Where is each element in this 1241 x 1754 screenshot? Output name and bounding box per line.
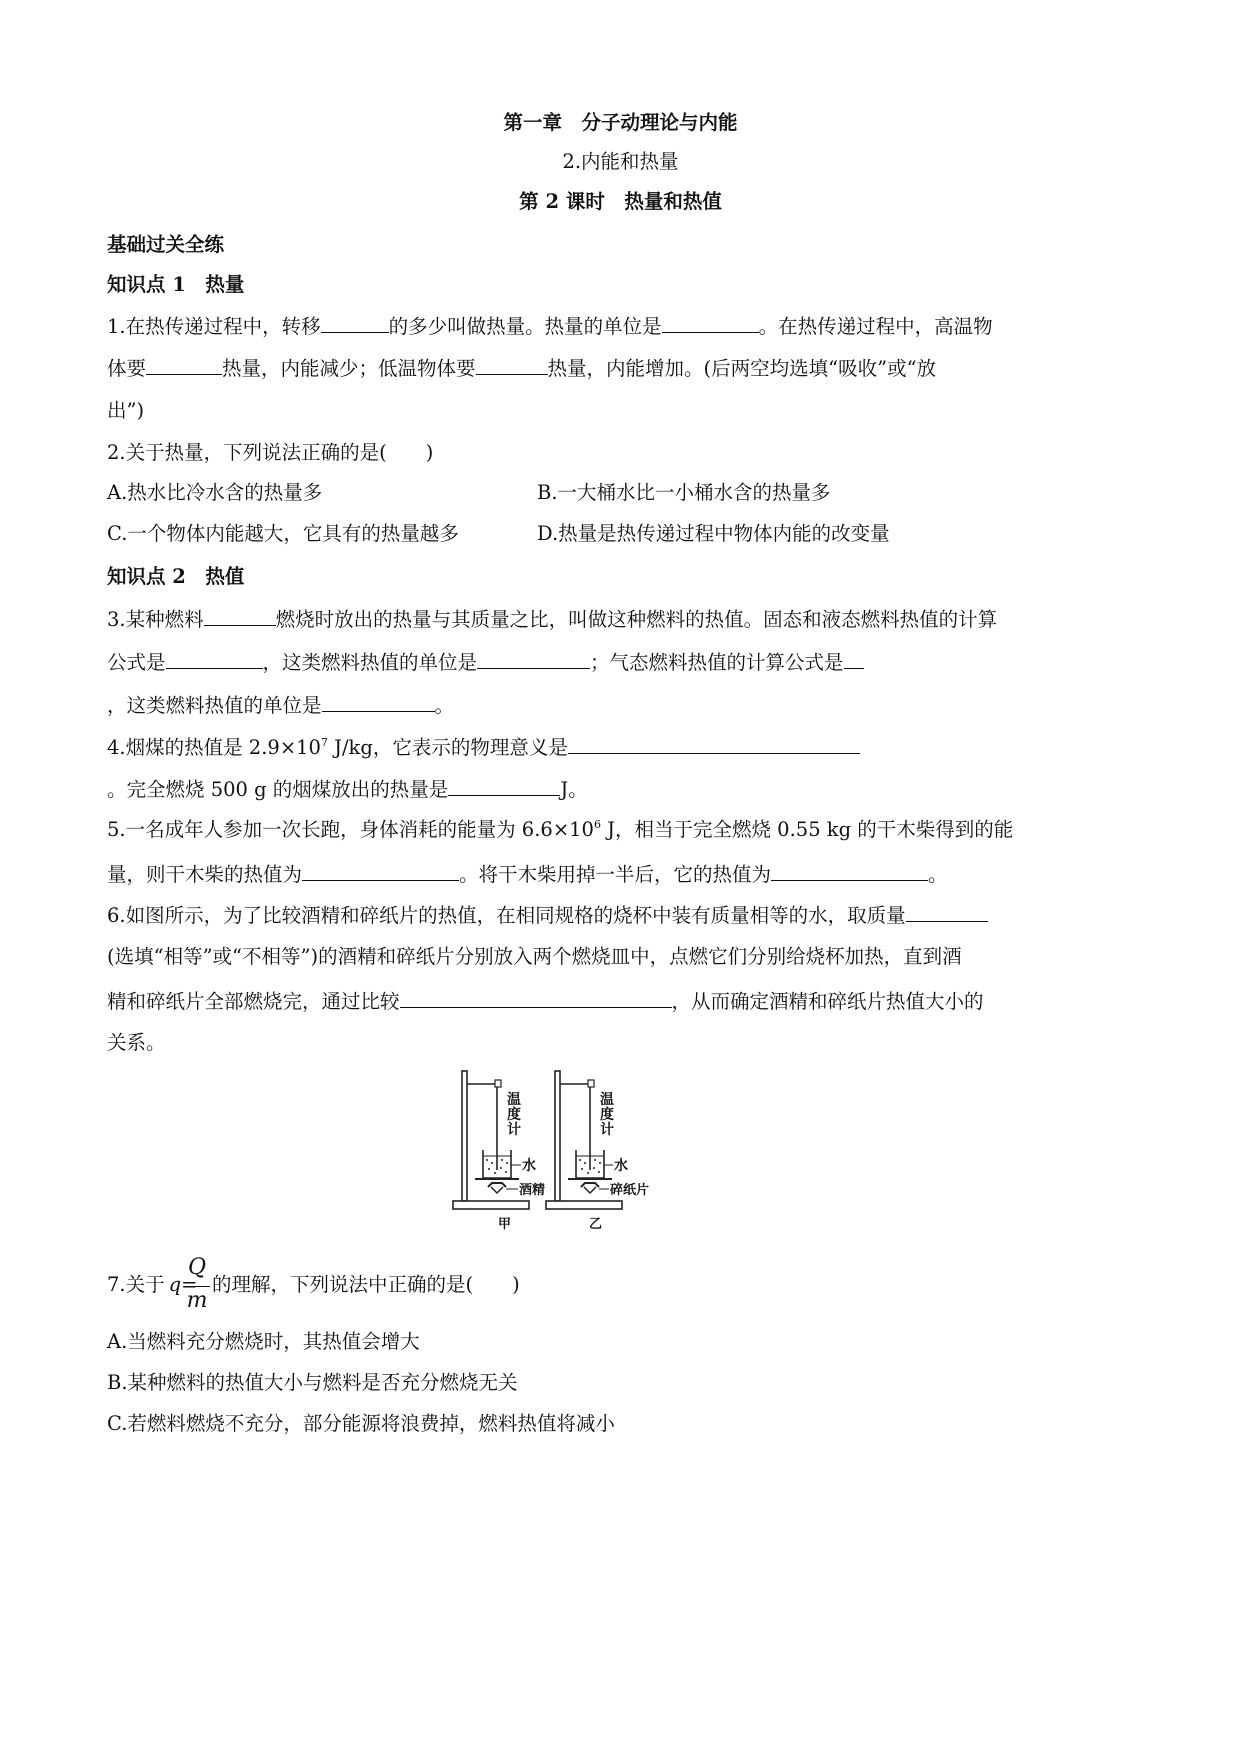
q3-blank-1: [204, 605, 276, 626]
q6-blank-1: [906, 901, 988, 922]
fraction-bar: [184, 1286, 210, 1287]
q4-text: J。: [560, 778, 588, 801]
q4-blank-2: [448, 775, 560, 796]
question-7-stem-end: 的理解，下列说法中正确的是( ): [212, 1273, 520, 1296]
q1-blank-2: [662, 312, 759, 333]
label-water-right: 水: [614, 1158, 628, 1174]
q4-text: J/kg，它表示的物理意义是: [327, 736, 568, 759]
q1-text: 1.在热传递过程中，转移: [107, 315, 321, 338]
q5-blank-1: [302, 860, 459, 881]
question-3-line-3: [107, 691, 454, 719]
q7-fraction: [182, 1255, 212, 1317]
question-6-line-3: [107, 987, 984, 1015]
q5-text: 5.一名成年人参加一次长跑，身体消耗的能量为 6.6×10: [107, 818, 594, 841]
question-4-line-2: [107, 775, 588, 803]
q1-text: 的多少叫做热量。热量的单位是: [388, 315, 662, 338]
burner-stem-right: [584, 1187, 596, 1193]
q3-text: ，这类燃料热值的单位是: [107, 694, 322, 717]
label-fuel-right: 碎纸片: [610, 1183, 650, 1198]
burner-stem-left: [491, 1187, 503, 1193]
q4-text: 4.烟煤的热值是 2.9×10: [107, 736, 321, 759]
knowledge-point-1-title: 知识点 1 热量: [107, 273, 245, 296]
q3-text: ；气态燃料热值的计算公式是: [590, 651, 844, 674]
question-3-line-1: [107, 605, 997, 633]
question-2-stem: 2.关于热量，下列说法正确的是( ): [107, 441, 434, 464]
label-water-left: 水: [522, 1158, 536, 1174]
q5-text: 量，则干木柴的热值为: [107, 863, 303, 886]
caption-left: 甲: [498, 1217, 512, 1232]
section-title: 2.内能和热量: [562, 150, 679, 173]
question-3-line-2: [107, 648, 864, 676]
question-1-line-2: [107, 354, 936, 382]
q5-text: 。将干木柴用掉一半后，它的热值为: [459, 863, 772, 886]
clamp-knob-right: [588, 1080, 594, 1087]
q2-option-d: D.热量是热传递过程中物体内能的改变量: [537, 522, 890, 545]
q5-exponent: 6: [593, 818, 601, 831]
label-fuel-left: 酒精: [519, 1183, 546, 1198]
question-5-line-1: [107, 817, 1013, 843]
burner-dish-left: [488, 1183, 506, 1187]
question-1-line-1: [107, 312, 993, 340]
q3-blank-2: [166, 648, 263, 669]
part-title: 基础过关全练: [107, 233, 225, 256]
q1-blank-1: [321, 312, 389, 333]
fraction-denominator: m: [186, 1288, 208, 1313]
q3-blank-3: [477, 648, 590, 669]
stand-rod-left: [462, 1071, 467, 1201]
chapter-title: 第一章 分子动理论与内能: [503, 111, 738, 134]
q4-text: 。完全燃烧 500 g 的烟煤放出的热量是: [107, 778, 449, 801]
q7-variable-q: q: [168, 1273, 182, 1296]
experiment-figure: [445, 1066, 685, 1236]
q4-blank-1: [568, 733, 860, 754]
q1-blank-3: [146, 354, 222, 375]
q3-text: 燃烧时放出的热量与其质量之比，叫做这种燃料的热值。固态和液态燃料热值的计算: [275, 608, 998, 631]
q6-text: 精和碎纸片全部燃烧完，通过比较: [107, 990, 400, 1013]
q1-text: 。在热传递过程中，高温物: [758, 315, 993, 338]
label-thermometer-left-3: 计: [507, 1122, 521, 1138]
question-6-line-1: [107, 901, 988, 929]
q6-text: 6.如图所示，为了比较酒精和碎纸片的热值，在相同规格的烧杯中装有质量相等的水，取质量: [107, 904, 906, 927]
q5-text: J，相当于完全燃烧 0.55 kg 的干木柴得到的能: [600, 818, 1014, 841]
q2-option-b: B.一大桶水比一小桶水含的热量多: [537, 481, 831, 504]
q3-text: 公式是: [107, 651, 166, 674]
q3-blank-5: [322, 691, 435, 712]
q1-blank-4: [476, 354, 548, 375]
question-6-line-4: 关系。: [107, 1031, 166, 1054]
label-thermometer-right-1: 温: [600, 1092, 614, 1108]
label-thermometer-right-3: 计: [600, 1122, 614, 1138]
lesson-title: 第 2 课时 热量和热值: [519, 190, 722, 213]
label-thermometer-left-1: 温: [507, 1092, 521, 1108]
q1-text: 热量，内能减少；低温物体要: [222, 357, 476, 380]
q6-blank-2: [400, 987, 672, 1008]
q3-blank-4: [844, 648, 864, 669]
q7-option-b: B.某种燃料的热值大小与燃料是否充分燃烧无关: [107, 1371, 518, 1394]
stand-rod-right: [555, 1071, 560, 1201]
label-thermometer-left-2: 度: [507, 1107, 521, 1123]
question-6-line-2: (选填“相等”或“不相等”)的酒精和碎纸片分别放入两个燃烧皿中，点燃它们分别给烧杯加热，直到酒: [107, 945, 962, 968]
label-thermometer-right-2: 度: [600, 1107, 614, 1123]
question-4-line-1: [107, 733, 860, 761]
fraction-numerator: Q: [187, 1255, 207, 1280]
q5-blank-2: [771, 860, 928, 881]
q6-text: ，从而确定酒精和碎纸片热值大小的: [671, 990, 984, 1013]
burner-dish-right: [581, 1183, 599, 1187]
q4-exponent: 7: [320, 736, 328, 749]
q2-option-a: A.热水比冷水含的热量多: [107, 481, 323, 504]
q3-text: 3.某种燃料: [107, 608, 204, 631]
knowledge-point-2-title: 知识点 2 热值: [107, 565, 245, 588]
stand-base-right: [546, 1201, 622, 1209]
stand-base-left: [453, 1201, 529, 1209]
q1-text: 体要: [107, 357, 147, 380]
caption-right: 乙: [589, 1217, 603, 1232]
q3-text: ，这类燃料热值的单位是: [262, 651, 478, 674]
q5-text: 。: [928, 863, 948, 886]
q7-option-a: A.当燃料充分燃烧时，其热值会增大: [107, 1330, 420, 1353]
clamp-knob-left: [495, 1080, 501, 1087]
q7-option-c: C.若燃料燃烧不充分，部分能源将浪费掉，燃料热值将减小: [107, 1412, 615, 1435]
question-5-line-2: [107, 860, 948, 888]
q2-option-c: C.一个物体内能越大，它具有的热量越多: [107, 522, 459, 545]
q7-text: 7.关于: [107, 1273, 165, 1296]
q1-text: 热量，内能增加。(后两空均选填“吸收”或“放: [547, 357, 937, 380]
q7-equals: =: [181, 1273, 198, 1296]
q3-text: 。: [434, 694, 455, 717]
question-1-line-3: 出”): [107, 399, 145, 422]
